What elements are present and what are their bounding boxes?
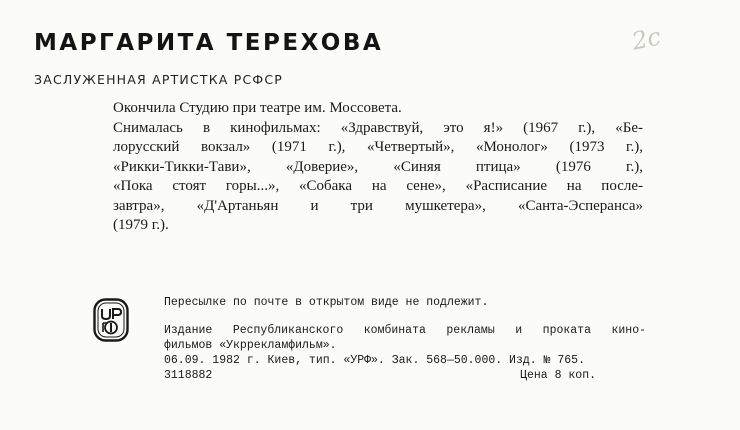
bio-line: «Пока стоят горы...», «Собака на сене», «Расписание на после-: [113, 178, 643, 194]
catalog-code: 3118882: [164, 369, 213, 382]
handwritten-mark: 2с: [629, 22, 664, 56]
print-info: 06.09. 1982 г. Киев, тип. «УРФ». Зак. 568—50.000. Изд. № 765.: [164, 354, 585, 367]
publisher-line: фильмов «Укррекламфильм».: [164, 339, 337, 352]
publication-info: [164, 295, 646, 383]
actress-name: МАРГАРИТА ТЕРЕХОВА: [34, 30, 384, 56]
bio-line: «Рикки-Тикки-Тави», «Доверие», «Синяя птица» (1976 г.),: [113, 158, 643, 175]
code-price-row: [164, 368, 646, 383]
bio-line: Снималась в кинофильмах: «Здравствуй, это я!» (1967 г.), «Бе-: [113, 119, 643, 136]
urf-logo-icon: [93, 298, 129, 342]
bio-line: Окончила Студию при театре им. Моссовета.: [113, 100, 402, 116]
bio-line: лорусский вокзал» (1971 г.), «Четвертый», «Монолог» (1973 г.),: [113, 139, 643, 155]
biography-text: [113, 99, 643, 236]
bio-line: завтра», «Д'Артаньян и три мушкетера», «Санта-Эсперанса»: [113, 197, 643, 214]
bio-line: (1979 г.).: [113, 217, 169, 233]
honorary-title: ЗАСЛУЖЕННАЯ АРТИСТКА РСФСР: [34, 72, 284, 87]
price: Цена 8 коп.: [520, 369, 596, 382]
publisher-line: Издание Республиканского комбината рекламы и проката кино-: [164, 324, 646, 337]
postal-notice: Пересылке по почте в открытом виде не подлежит.: [164, 296, 489, 309]
